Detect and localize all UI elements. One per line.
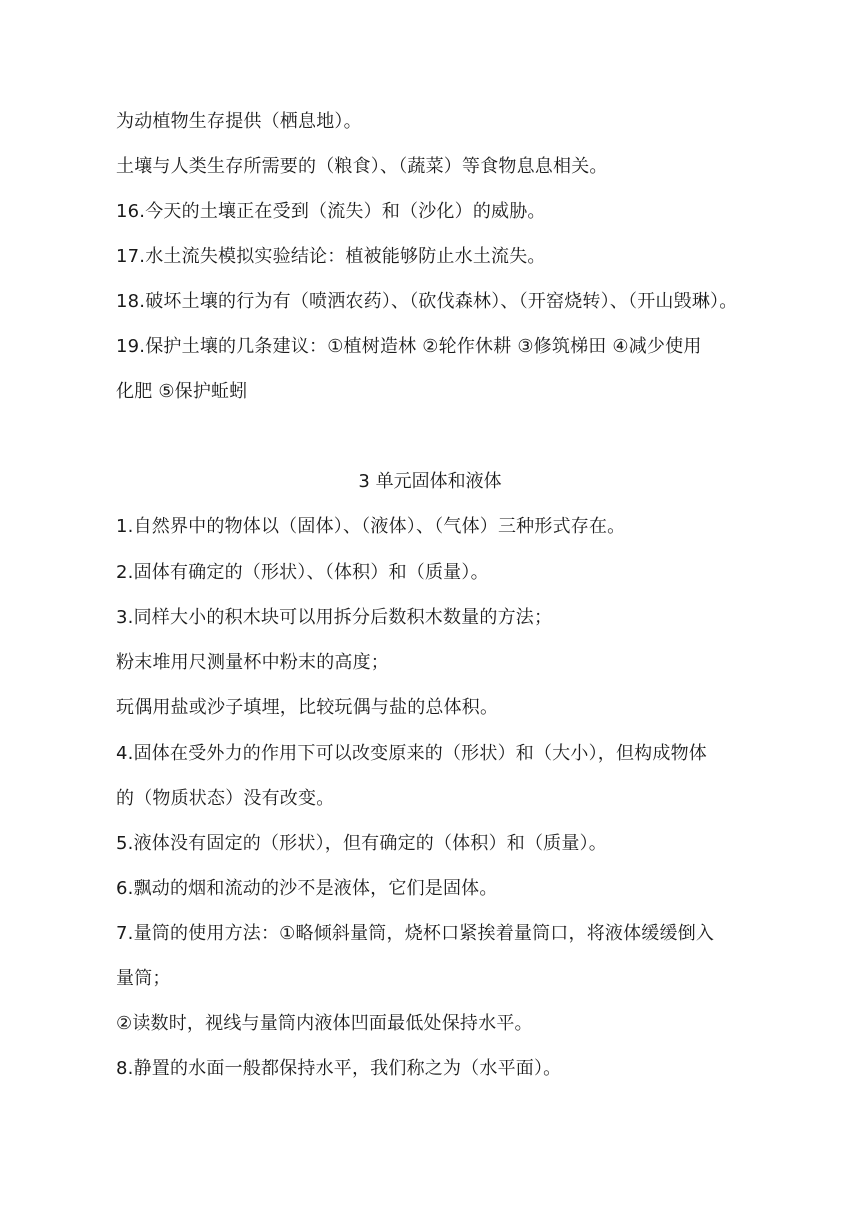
- text-line: 5.液体没有固定的（形状），但有确定的（体积）和（质量）。: [116, 833, 607, 854]
- text-line: 4.固体在受外力的作用下可以改变原来的（形状）和（大小），但构成物体: [116, 743, 707, 764]
- text-line: 6.飘动的烟和流动的沙不是液体，它们是固体。: [116, 878, 498, 899]
- text-line: 8.静置的水面一般都保持水平，我们称之为（水平面）。: [116, 1058, 562, 1079]
- text-line: 1.自然界中的物体以（固体）、（液体）、（气体）三种形式存在。: [116, 516, 626, 537]
- text-line: 土壤与人类生存所需要的（粮食）、（蔬菜）等食物息息相关。: [116, 156, 608, 177]
- section-heading: 3 单元固体和液体: [358, 471, 502, 492]
- text-line: 3.同样大小的积木块可以用拆分后数积木数量的方法；: [116, 607, 553, 628]
- text-line: 7.量筒的使用方法：①略倾斜量筒，烧杯口紧挨着量筒口，将液体缓缓倒入: [116, 923, 715, 944]
- text-line: 19.保护土壤的几条建议：①植树造林 ②轮作休耕 ③修筑梯田 ④减少使用: [116, 336, 702, 357]
- text-line: 玩偶用盐或沙子填埋，比较玩偶与盐的总体积。: [116, 697, 499, 718]
- text-line: ②读数时，视线与量筒内液体凹面最低处保持水平。: [116, 1013, 533, 1034]
- text-line: 2.固体有确定的（形状）、（体积）和（质量）。: [116, 562, 489, 583]
- text-line: 为动植物生存提供（栖息地）。: [116, 111, 362, 132]
- text-line: 16.今天的土壤正在受到（流失）和（沙化）的威胁。: [116, 201, 546, 222]
- text-line: 化肥 ⑤保护蚯蚓: [116, 381, 248, 402]
- text-line: 量筒；: [116, 968, 171, 989]
- text-line: 17.水土流失模拟实验结论：植被能够防止水土流失。: [116, 246, 546, 267]
- text-line: 的（物质状态）没有改变。: [116, 788, 335, 809]
- text-line: 粉末堆用尺测量杯中粉末的高度；: [116, 652, 389, 673]
- text-line: 18.破坏土壤的行为有（喷洒农药）、（砍伐森林）、（开窑烧转）、（开山毁琳）。: [116, 291, 738, 312]
